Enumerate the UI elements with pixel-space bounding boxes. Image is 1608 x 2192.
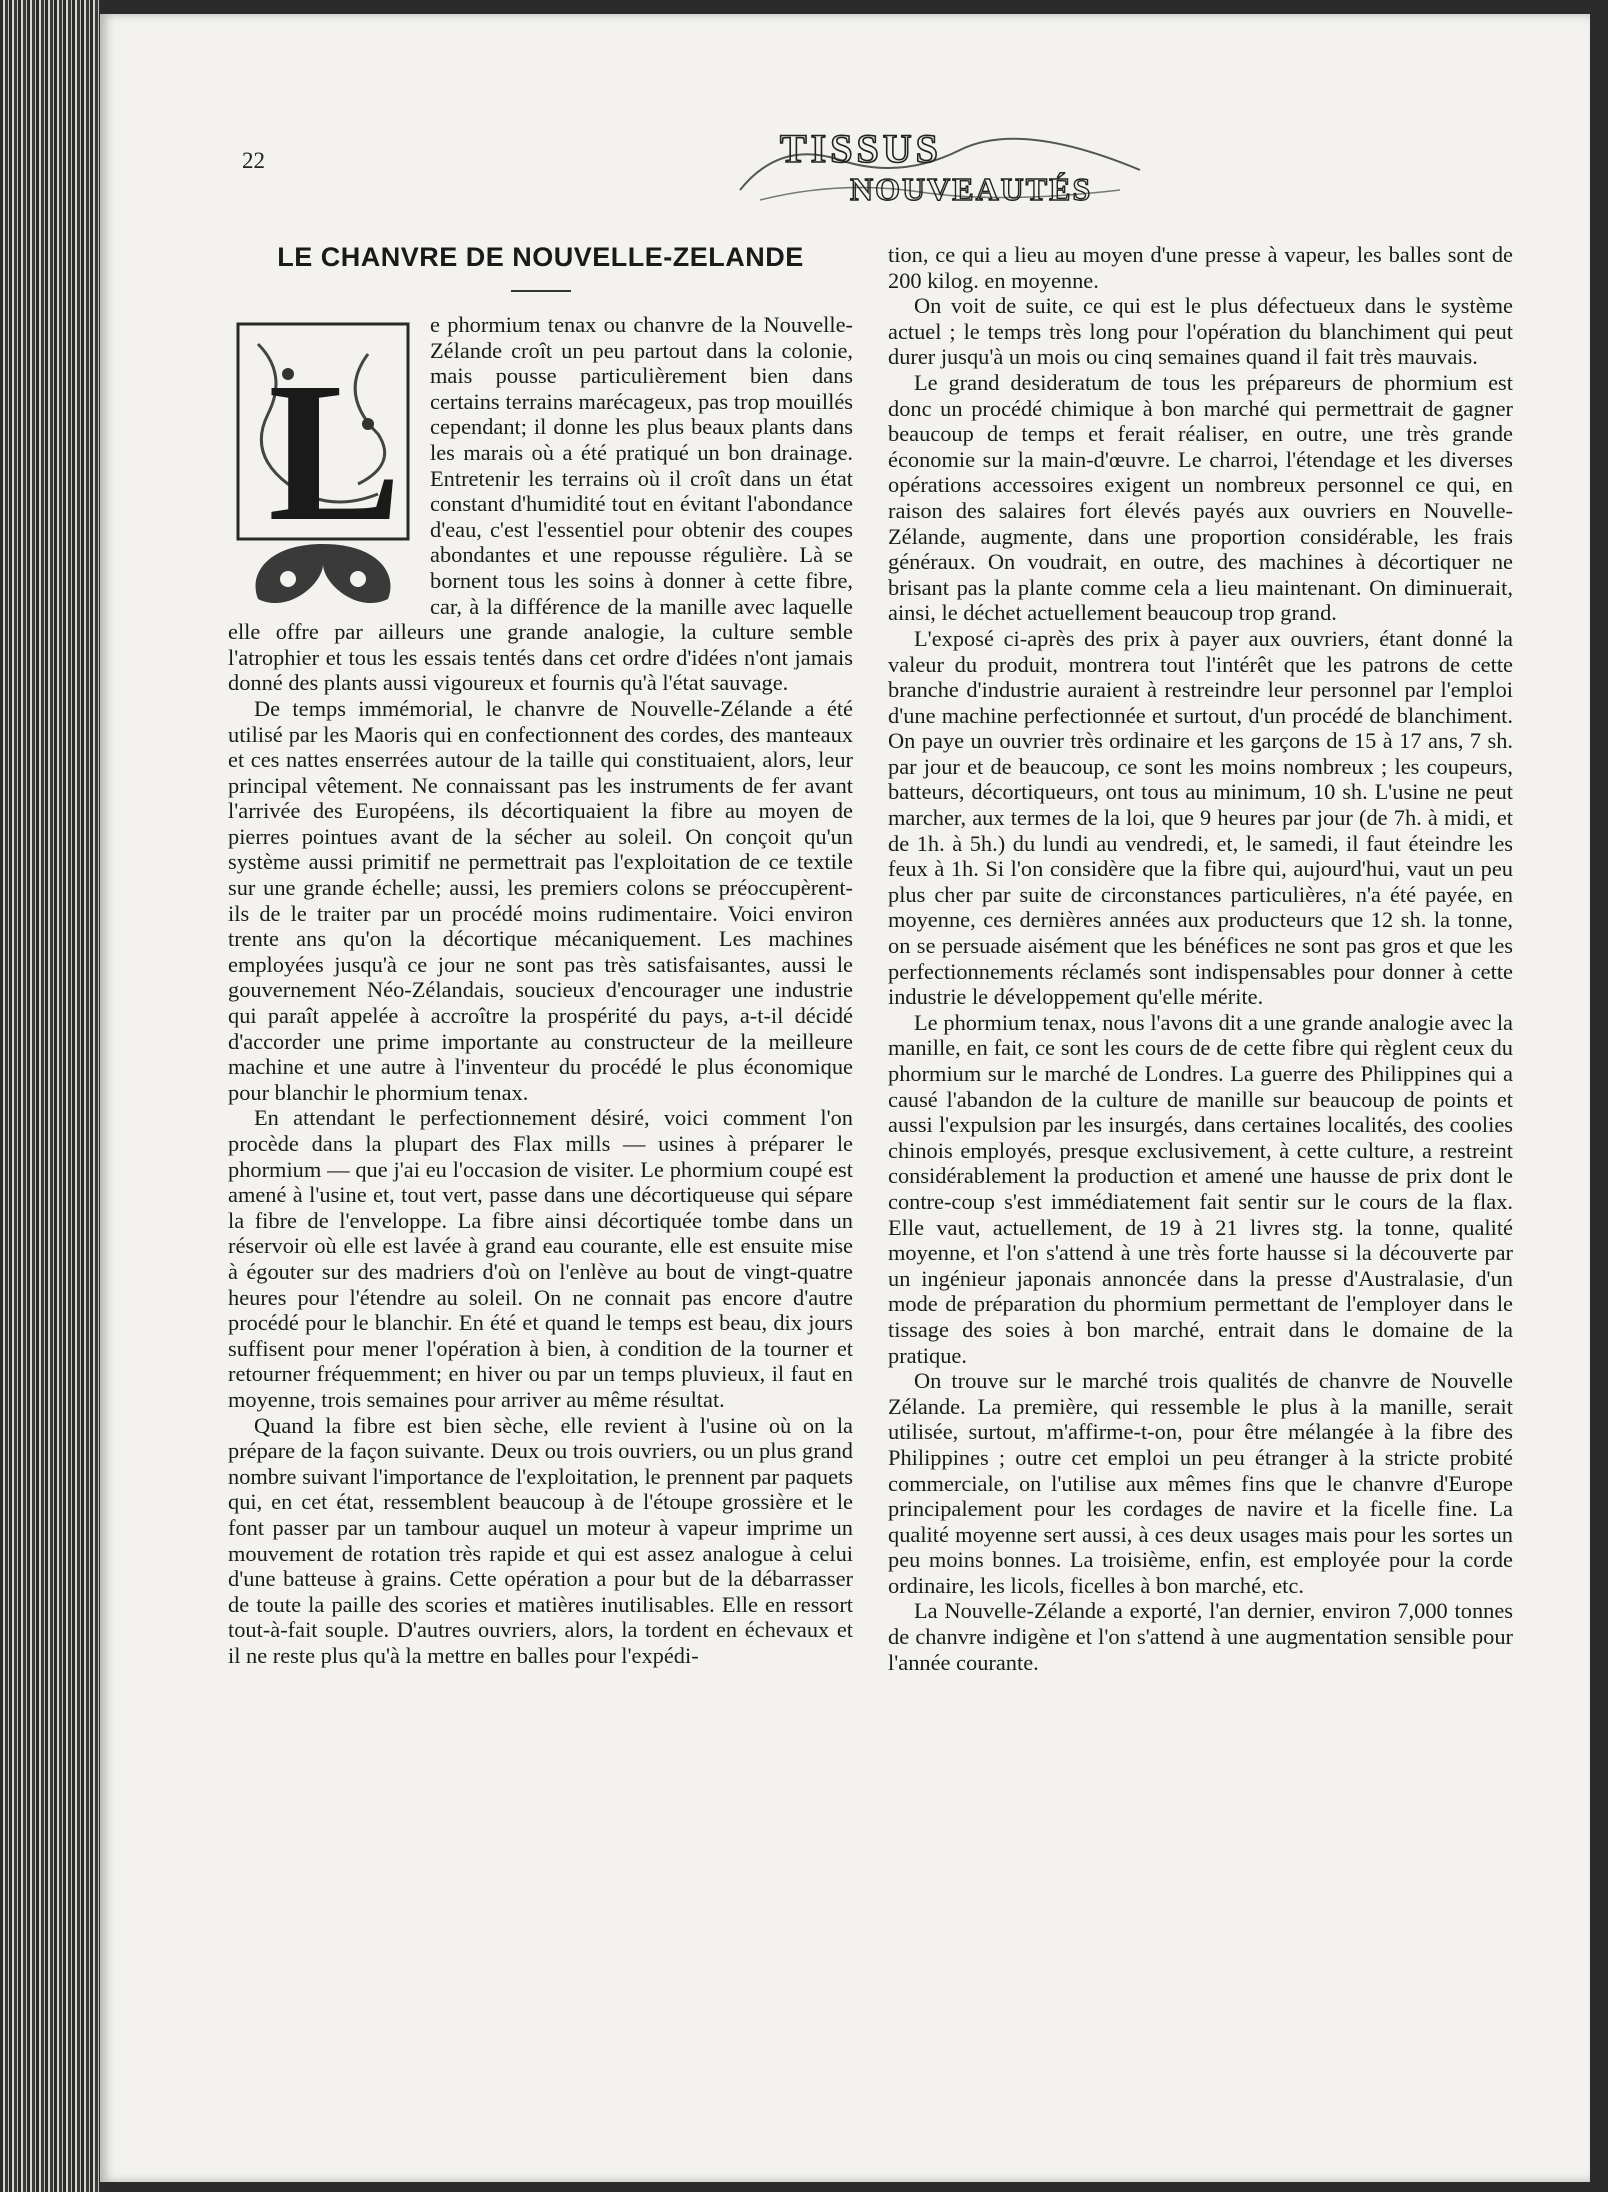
masthead-logo [720, 120, 1160, 210]
ornamental-dropcap [228, 314, 418, 614]
magazine-page [100, 14, 1590, 2182]
paragraph: tion, ce qui a lieu au moyen d'une presse à vapeur, les balles sont de 200 kilog. en moyenne. [888, 242, 1513, 293]
book-page-edges [0, 0, 100, 2192]
paragraph: On voit de suite, ce qui est le plus défectueux dans le système actuel ; le temps très long pour l'opération du blanchiment qui peut durer jusqu'à un mois ou cinq semaines quand il fait très mauvais. [888, 293, 1513, 370]
masthead-line1: TISSUS [780, 126, 942, 171]
dropcap-letter: L [268, 342, 402, 563]
paragraph: Quand la fibre est bien sèche, elle revient à l'usine où on la prépare de la façon suivante. Deux ou trois ouvriers, ou un plus grand nombre suivant l'importance de l'exploitation, le prennent par paquets qui, en cet état, ressemblent beaucoup à de l'étoupe grossière et le font passer par un tambour auquel un moteur à vapeur imprime un mouvement de rotation très rapide et qui est assez analogue à celui d'une batteuse à grains. Cette opération a pour but de la débarrasser de toute la paille des scories et matières inutilisables. Elle en ressort tout-à-fait souple. D'autres ouvriers, alors, la tordent en échevaux et il ne reste plus qu'à la mettre en balles pour l'expédi- [228, 1412, 853, 1668]
paragraph: En attendant le perfectionnement désiré, voici comment l'on procède dans la plupart des Flax mills — usines à préparer le phormium — que j'ai eu l'occasion de visiter. Le phormium coupé est amené à l'usine et, tout vert, passe dans une décortiqueuse qui sépare la fibre de l'enveloppe. La fibre ainsi décortiquée tombe dans un réservoir où elle est lavée à grand eau courante, elle est ensuite mise à égouter sur des madriers d'où on l'enlève au bout de vingt-quatre heures pour l'étendre au soleil. On ne connait pas encore d'autre procédé pour le blanchir. En été et quand le temps est beau, dix jours suffisent pour mener l'opération à bien, à condition de la tourner et retourner fréquemment; en hiver ou par un temps pluvieux, il faut en moyenne, trois semaines pour arriver au même résultat. [228, 1105, 853, 1412]
paragraph: L'exposé ci-après des prix à payer aux ouvriers, étant donné la valeur du produit, montrera tout l'intérêt que les patrons de cette branche d'industrie auraient à restreindre leur personnel par l'emploi d'une machine perfectionnée et surtout, d'un procédé de blanchiment. On paye un ouvrier très ordinaire et les garçons de 15 à 17 ans, 7 sh. par jour et de beaucoup, ce sont les moins nombreux ; les coupeurs, batteurs, décortiqueurs, ont tous au minimum, 10 sh. L'usine ne peut marcher, aux termes de la loi, que 9 heures par jour (de 7h. à midi, et de 1h. à 5h.) du lundi au vendredi, et, le samedi, il faut éteindre les feux à 1h. Si l'on considère que la fibre qui, aujourd'hui, vaut un peu plus cher par suite de circonstances particulières, n'a été payée, en moyenne, ces dernières années aux producteurs que 12 sh. la tonne, on se persuade aisément que les bénéfices ne sont pas gros et que les perfectionnements réclamés sont indispensables pour donner à cette industrie le développement qu'elle mérite. [888, 625, 1513, 1010]
paragraph: Le phormium tenax, nous l'avons dit a une grande analogie avec la manille, en fait, ce sont les cours de de cette fibre qui règlent ceux du phormium sur le marché de Londres. La guerre des Philippines qui a causé l'abandon de la culture de manille sur beaucoup de points et aussi l'expulsion par les insurgés, dans certaines localités, des coolies chinois employés, presque exclusivement, à cette culture, a restreint considérablement la production et amené une hausse de prix dont le contre-coup s'est immédiatement fait sentir sur le cours de la flax. Elle vaut, actuellement, de 19 à 21 livres stg. la tonne, qualité moyenne, et l'on s'attend à une très forte hausse si la découverte par un ingénieur japonais annoncée dans la presse d'Australasie, d'un mode de préparation du phormium permettant de l'employer dans le tissage des soies à bon marché, entrait dans le domaine de la pratique. [888, 1009, 1513, 1368]
paragraph: La Nouvelle-Zélande a exporté, l'an dernier, environ 7,000 tonnes de chanvre indigène et l'on s'attend à une augmentation sensible pour l'année courante. [888, 1598, 1513, 1675]
masthead-line2: NOUVEAUTÉS [850, 171, 1093, 207]
paragraph: e phormium tenax ou chanvre de la Nouvelle-Zélande croît un peu partout dans la colonie, mais pousse particulièrement bien dans certains terrains marécageux, pas trop mouillés cependant; il donne les plus beaux plants dans les marais où a été pratiqué un bon drainage. Entretenir les terrains où il croît dans un état constant d'humidité tout en évitant l'abondance d'eau, c'est l'essentiel pour obtenir des coupes abondantes et une repousse régulière. Là se bornent tous les soins à donner à cette fibre, car, à la différence de la manille avec laquelle elle offre par ailleurs une grande analogie, la culture semble l'atrophier et tous les essais tentés dans cet ordre d'idées n'ont jamais donné des plants aussi vigoureux et fournis qu'à l'état sauvage. [228, 312, 853, 696]
article-title: LE CHANVRE DE NOUVELLE-ZELANDE [277, 242, 804, 272]
paragraph: De temps immémorial, le chanvre de Nouvelle-Zélande a été utilisé par les Maoris qui en confectionnent des cordes, des manteaux et ces nattes enserrées autour de la taille qui constituaient, alors, leur principal vêtement. Ne connaissant pas les instruments de fer avant l'arrivée des Européens, ils décortiquaient la fibre au moyen de pierres pointues avant de la sécher au soleil. On conçoit qu'un système aussi primitif ne permettrait pas l'exploitation de ce textile sur une grande échelle; aussi, les premiers colons se préoccupèrent-ils de le traiter par un procédé moins rudimentaire. Voici environ trente ans qu'on la décortique mécaniquement. Les machines employées jusqu'à ce jour ne sont pas très satisfaisantes, aussi le gouvernement Néo-Zélandais, soucieux d'encourager une industrie qui paraît appelée à accroître la prospérité du pays, a-t-il décidé d'accorder une prime importante au constructeur de la meilleure machine et une autre à l'inventeur du procédé le plus économique pour blanchir le phormium tenax. [228, 695, 853, 1105]
right-column [888, 242, 1513, 1675]
paragraph: On trouve sur le marché trois qualités de chanvre de Nouvelle Zélande. La première, qui ressemble le plus à la manille, serait utilisée, surtout, m'affirme-t-on, pour être mélangée à la fibre des Philippines ; outre cet emploi un peu étranger à la stricte probité commerciale, on l'utilise aux mêmes fins que le chanvre d'Europe principalement pour les cordages de navire et la ficelle fine. La qualité moyenne sert aussi, à ces deux usages mais pour les sortes un peu moins bonnes. La troisième, enfin, est employée pour la corde ordinaire, les licols, ficelles à bon marché, etc. [888, 1368, 1513, 1598]
page-number: 22 [242, 148, 265, 173]
paragraph: Le grand desideratum de tous les prépareurs de phormium est donc un procédé chimique à bon marché qui permettrait de gagner beaucoup de temps et ferait réaliser, en outre, une très grande économie sur la main-d'œuvre. Le charroi, l'étendage et les diverses opérations accessoires exigent un nombreux personnel ce qui, en raison des salaires fort élevés payés aux ouvriers en Nouvelle-Zélande, augmente, dans une proportion considérable, les frais généraux. On voudrait, en outre, des machines à décortiquer ne brisant pas la plante comme cela a lieu maintenant. On diminuerait, ainsi, le déchet actuellement beaucoup trop grand. [888, 369, 1513, 626]
left-column [228, 242, 853, 1668]
title-rule [511, 290, 571, 292]
